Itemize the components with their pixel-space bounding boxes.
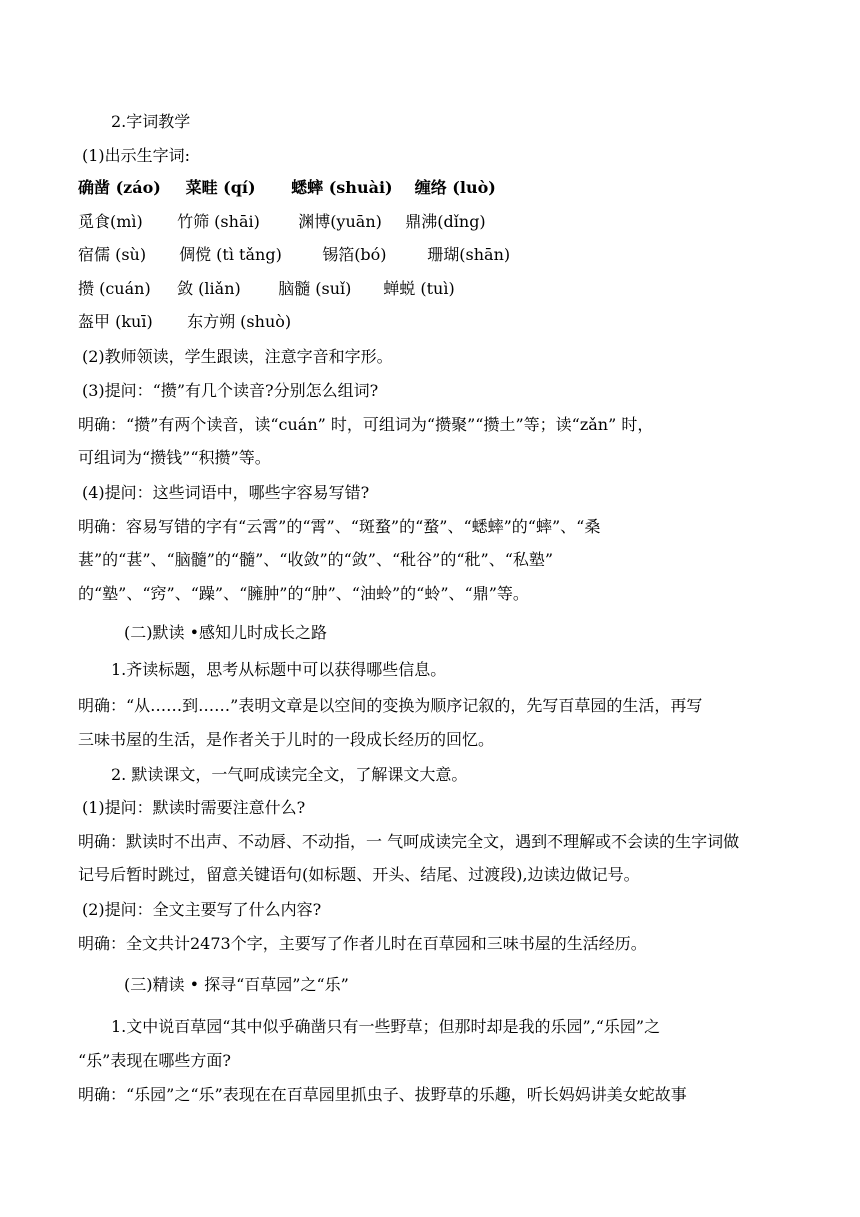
vocab-row	[78, 211, 800, 233]
part-2-item-1: 1.齐读标题，思考从标题中可以获得哪些信息。	[111, 660, 447, 679]
vocab-word: 渊博(yuān)	[298, 212, 382, 231]
vocab-word: 觅食(mì)	[78, 212, 143, 231]
answer-4-line: 的“塾”、“窍”、“躁”、“臃肿”的“肿”、“油蛉”的“蛉”、“鼎”等。	[78, 584, 529, 603]
part-2-answer-line: 明确：“从……到……”表明文章是以空间的变换为顺序记叙的，先写百草园的生活，再写	[78, 696, 703, 715]
part-2-answer-line: 明确：默读时不出声、不动唇、不动指，一 气呵成读完全文，遇到不理解或不会读的生字词做	[78, 832, 740, 851]
question-1: (1)出示生字词:	[82, 146, 191, 165]
part-2-answer-2: 明确：全文共计2473个字，主要写了作者儿时在百草园和三味书屋的生活经历。	[78, 934, 647, 953]
vocab-word: 缠络 (luò)	[414, 178, 496, 197]
vocab-word: 鼎沸(dǐng)	[405, 212, 486, 231]
part-2-question-2: (2)提问：全文主要写了什么内容?	[82, 900, 322, 919]
vocab-word: 珊瑚(shān)	[427, 245, 511, 264]
vocab-row	[78, 244, 800, 266]
part-2-item-2: 2. 默读课文，一气呵成读完全文，了解课文大意。	[111, 765, 468, 784]
vocab-word: 东方朔 (shuò)	[187, 312, 292, 331]
answer-3-line: 可组词为“攒钱”“积攒”等。	[78, 448, 271, 467]
answer-4-line: 明确：容易写错的字有“云霄”的“霄”、“斑蝥”的“蝥”、“蟋蟀”的“蟀”、“桑	[78, 517, 601, 536]
vocab-word: 攒 (cuán)	[78, 279, 151, 298]
vocab-word: 蟋蟀 (shuài)	[291, 178, 393, 197]
question-2: (2)教师领读，学生跟读，注意字音和字形。	[82, 347, 393, 366]
vocab-word: 锡箔(bó)	[322, 245, 387, 264]
vocab-word: 宿儒 (sù)	[78, 245, 147, 264]
part-2-answer-line: 三味书屋的生活，是作者关于儿时的一段成长经历的回忆。	[78, 730, 495, 749]
question-4: (4)提问：这些词语中，哪些字容易写错?	[82, 483, 370, 502]
part-3-item-1-line: “乐”表现在哪些方面?	[78, 1051, 231, 1070]
vocab-word: 竹筛 (shāi)	[177, 212, 260, 231]
answer-4-line: 葚”的“葚”、“脑髓”的“髓”、“收敛”的“敛”、“秕谷”的“秕”、“私塾”	[78, 550, 554, 569]
part-3-item-1-line: 1.文中说百草园“其中似乎确凿只有一些野草；但那时却是我的乐园”,“乐园”之	[111, 1017, 661, 1036]
vocab-row	[78, 311, 800, 333]
vocab-row	[78, 278, 800, 300]
part-3-title: (三)精读 • 探寻“百草园”之“乐”	[124, 975, 349, 994]
part-2-title: (二)默读 •感知儿时成长之路	[124, 623, 328, 642]
part-2-question-1: (1)提问：默读时需要注意什么?	[82, 798, 306, 817]
part-2-answer-line: 记号后暂时跳过，留意关键语句(如标题、开头、结尾、过渡段),边读边做记号。	[78, 865, 640, 884]
vocab-word: 脑髓 (suǐ)	[278, 279, 352, 298]
section-title: 2.字词教学	[111, 112, 191, 131]
vocab-row-bold	[78, 177, 800, 199]
vocab-word: 确凿 (záo)	[78, 178, 161, 197]
vocab-word: 敛 (liǎn)	[177, 279, 241, 298]
part-3-answer-line: 明确：“乐园”之“乐”表现在在百草园里抓虫子、拔野草的乐趣，听长妈妈讲美女蛇故事	[78, 1085, 687, 1104]
vocab-word: 倜傥 (tì tǎng)	[179, 245, 282, 264]
vocab-word: 盔甲 (kuī)	[78, 312, 153, 331]
question-3: (3)提问：“攒”有几个读音?分别怎么组词?	[82, 381, 379, 400]
vocab-word: 蝉蜕 (tuì)	[383, 279, 455, 298]
vocab-word: 菜畦 (qí)	[185, 178, 256, 197]
answer-3-line: 明确：“攒”有两个读音，读“cuán” 时，可组词为“攒聚”“攒土”等；读“zǎn” 时，	[78, 415, 654, 434]
